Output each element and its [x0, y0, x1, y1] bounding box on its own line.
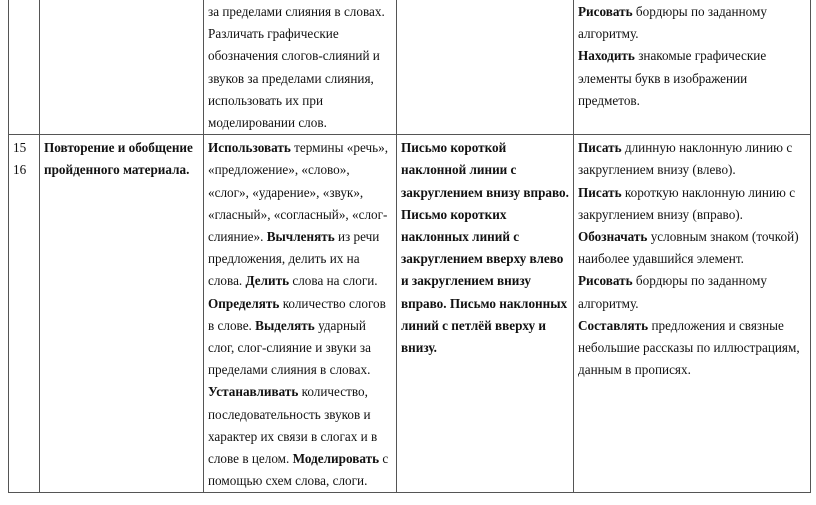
- paragraph: [578, 137, 806, 181]
- text-run: бордюры по заданному алгоритму.: [578, 4, 767, 42]
- bold-term: Моделировать: [292, 451, 380, 467]
- bold-term: Использовать: [208, 140, 291, 156]
- lesson-plan-table: [8, 0, 811, 493]
- paragraph: [578, 182, 806, 226]
- bold-term: Делить: [245, 273, 290, 289]
- paragraph: [578, 315, 806, 382]
- text-run: слова на слоги.: [289, 273, 378, 289]
- bold-term: Писать: [578, 184, 622, 200]
- paragraph: за пределами слияния в словах.: [208, 4, 385, 19]
- topic-cell: [40, 0, 204, 135]
- text-run: количество слогов в слове.: [208, 295, 386, 333]
- writing-cell: Письмо короткой наклонной линии с закруглением внизу вправо. Письмо коротких наклонных линий с закруглением вверху влево и закруглением внизу вправо. Письмо наклонных линий с петлёй вверху и внизу.: [397, 135, 574, 493]
- text-run: предложения и связные небольшие рассказы по иллюстрациям, данным в прописях.: [578, 317, 800, 378]
- table-row: [9, 135, 811, 493]
- table-row: [9, 0, 811, 135]
- lesson-number: 16: [13, 162, 27, 178]
- text-run: ударный слог, слог-слияние и звуки за пределами слияния в словах.: [208, 317, 371, 378]
- bold-term: Писать: [578, 140, 622, 156]
- text-run: длинную наклонную линию с закруглением внизу (влево).: [578, 140, 793, 178]
- text-run: количество, последовательность звуков и характер их связи в слогах и в слове в целом.: [208, 384, 378, 467]
- lesson-number-cell: [9, 0, 40, 135]
- text-run: из речи предложения, делить их на слова.: [208, 229, 380, 289]
- paragraph: [578, 45, 806, 112]
- lesson-number-cell: [9, 135, 40, 493]
- content-cell: [204, 0, 397, 135]
- bold-term: Устанавливать: [208, 384, 299, 400]
- bold-term: Обозначать: [578, 229, 648, 245]
- text-run: термины «речь», «предложение», «слово», «слог», «ударение», «звук», «гласный», «согласный», «слог-слияние».: [208, 140, 389, 245]
- bold-term: Выделять: [255, 317, 315, 333]
- bold-term: Рисовать: [578, 4, 633, 19]
- bold-term: Составлять: [578, 317, 649, 333]
- topic-cell: Повторение и обобщение пройденного материала.: [40, 135, 204, 493]
- content-cell: [204, 135, 397, 493]
- bold-term: Определять: [208, 295, 280, 311]
- writing-cell: [397, 0, 574, 135]
- bold-term: Вычленять: [266, 229, 335, 245]
- paragraph: [578, 1, 806, 45]
- text-run: знакомые графические элементы букв в изображении предметов.: [578, 48, 767, 108]
- paragraph: [578, 226, 806, 270]
- paragraph: Различать графические обозначения слогов-слияний и звуков за пределами слияния, использовать их при моделировании слов.: [208, 26, 380, 131]
- text-run: с помощью схем слова, слоги.: [208, 451, 389, 489]
- text-run: короткую наклонную линию с закруглением внизу (вправо).: [578, 184, 796, 222]
- text-run: бордюры по заданному алгоритму.: [578, 273, 767, 311]
- text-run: условным знаком (точкой) наиболее удавшийся элемент.: [578, 229, 799, 267]
- activities-cell: [574, 135, 811, 493]
- bold-term: Находить: [578, 48, 635, 64]
- activities-cell: [574, 0, 811, 135]
- lesson-number: 15: [13, 140, 27, 156]
- bold-term: Рисовать: [578, 273, 633, 289]
- paragraph: [578, 270, 806, 314]
